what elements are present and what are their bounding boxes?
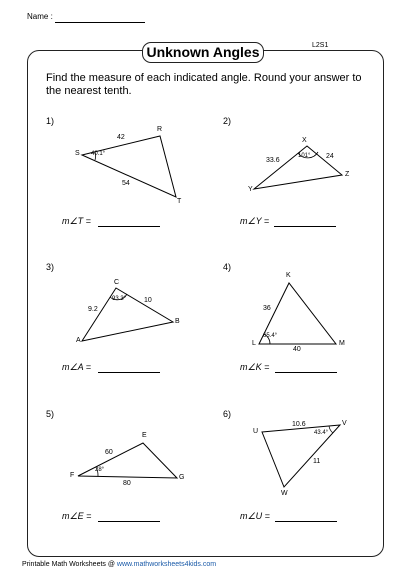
- instructions: Find the measure of each indicated angle. Round your answer to the nearest tenth.: [46, 72, 362, 97]
- vertex-label: F: [70, 472, 75, 479]
- vertex-label: L: [252, 340, 256, 347]
- answer-field[interactable]: [275, 521, 337, 522]
- footer-prefix: Printable Math Worksheets @: [22, 561, 117, 568]
- angle-label: 65.4°: [263, 333, 278, 339]
- answer-field[interactable]: [98, 226, 160, 227]
- vertex-label: U: [253, 428, 259, 435]
- answer-field[interactable]: [98, 521, 160, 522]
- side-label: 80: [123, 480, 131, 487]
- answer-field[interactable]: [98, 372, 160, 373]
- vertex-label: Y: [248, 186, 253, 193]
- answer-label: m∠Y =: [240, 216, 270, 226]
- side-label: 10.6: [292, 421, 306, 428]
- worksheet-code: L2S1: [312, 42, 329, 49]
- problem-3-number: 3): [46, 262, 55, 272]
- triangle-5: [78, 443, 177, 478]
- triangle-1: [82, 136, 176, 197]
- problem-1-number: 1): [46, 116, 55, 126]
- vertex-label: C: [114, 279, 120, 286]
- vertex-label: Z: [345, 171, 350, 178]
- answer-label: m∠U =: [240, 511, 270, 521]
- angle-label: 28°: [95, 467, 105, 473]
- vertex-label: S: [75, 150, 80, 157]
- answer-label: m∠E =: [62, 511, 92, 521]
- angle-label: 93.3°: [112, 296, 127, 302]
- worksheet-title: Unknown Angles: [142, 42, 264, 63]
- vertex-label: B: [175, 318, 180, 325]
- angle-label: 101°: [298, 153, 311, 159]
- side-label: 42: [117, 134, 125, 141]
- problem-4-number: 4): [223, 262, 232, 272]
- name-label: Name :: [27, 12, 53, 21]
- footer-site-link[interactable]: www.mathworksheets4kids.com: [116, 561, 217, 568]
- answer-field[interactable]: [274, 226, 336, 227]
- angle-label: 40.1°: [91, 151, 106, 157]
- side-label: 11: [313, 458, 321, 465]
- vertex-label: W: [281, 490, 288, 497]
- answer-field[interactable]: [275, 372, 337, 373]
- side-label: 54: [122, 180, 130, 187]
- angle-label: 43.4°: [314, 430, 329, 436]
- vertex-label: M: [339, 340, 345, 347]
- problem-2-number: 2): [223, 116, 232, 126]
- answer-label: m∠K =: [240, 362, 270, 372]
- answer-label: m∠T =: [62, 216, 91, 226]
- triangle-6: [262, 425, 340, 487]
- vertex-label: G: [179, 474, 185, 481]
- vertex-label: K: [286, 272, 291, 279]
- side-label: 9.2: [88, 306, 98, 313]
- answer-label: m∠A =: [62, 362, 91, 372]
- problem-6-number: 6): [223, 409, 232, 419]
- side-label: 40: [293, 346, 301, 353]
- side-label: 10: [144, 297, 152, 304]
- vertex-label: E: [142, 432, 147, 439]
- footer: [22, 561, 216, 568]
- triangle-3: [82, 288, 173, 341]
- vertex-label: T: [177, 198, 182, 205]
- side-label: 60: [105, 449, 113, 456]
- vertex-label: V: [342, 420, 347, 427]
- side-label: 36: [263, 305, 271, 312]
- vertex-label: R: [157, 126, 163, 133]
- side-label: 24: [326, 153, 334, 160]
- side-label: 33.6: [266, 157, 280, 164]
- problem-5-number: 5): [46, 409, 55, 419]
- vertex-label: X: [302, 137, 307, 144]
- angle-arc-6: [329, 426, 333, 433]
- vertex-label: A: [76, 337, 81, 344]
